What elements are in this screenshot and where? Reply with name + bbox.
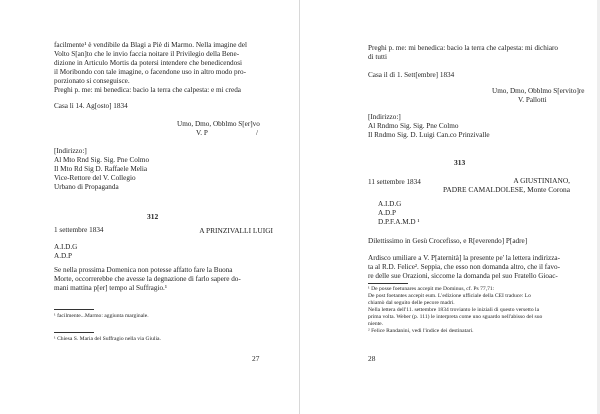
- text-line: re delle sue Orazioni, siccome la domanda pel suo Fratello Gioac-: [368, 272, 558, 280]
- footnote-rule: [54, 332, 94, 333]
- footnote-line: De post foetantes accepit eum. L'edizione ufficiale della CEI traduce: Lo: [368, 293, 531, 299]
- text-line: Preghi p. me: mi benedica: bacio la terra che calpesta: mi dichiaro: [368, 44, 558, 52]
- footnote-line: Nella lettera dell'11. settembre 1834 trovianto le iniziali di questo versetto la: [368, 307, 540, 313]
- text-line: dizione in Articulo Mortis da potersi intendere che benedicendosi: [54, 59, 243, 67]
- text-line: Se nella prossima Domenica non potesse affatto fare la Buona: [54, 266, 233, 274]
- right-body: [368, 254, 560, 281]
- left-footnote-1: ¹ facilmente...Marmo: aggiunta marginale.: [54, 313, 149, 319]
- right-signature-name: V. Pallotti: [518, 96, 547, 104]
- page-number-left: 27: [252, 354, 260, 363]
- right-motto: [378, 200, 420, 227]
- left-paragraph-2: [54, 266, 241, 293]
- text-line: Ardisco umiliare a V. P[aternità] la presente pe' la lettera indirizza-: [368, 254, 561, 262]
- text-line: ta al R.D. Felice². Seppia, che esso non domanda altro, che il favo-: [368, 263, 560, 271]
- footnote-line: ² Felice Randanini, vedi l'indice dei destinatari.: [368, 328, 474, 334]
- address-line: Al Mto Rnd Sig. Sig. Pne Colmo: [54, 156, 150, 164]
- right-signature: Umo, Dmo, Obblmo S[ervito]re: [492, 87, 585, 95]
- left-letter-date: 1 settembre 1834: [54, 226, 104, 234]
- motto-line: D.P.F.A.M.D ¹: [378, 218, 420, 226]
- footnote-line: prima volta. Weber (p. 111) le interpreta come uno sguardo nell'abisso del suo: [368, 314, 543, 320]
- left-place-date: Casa lì 14. Ag[osto] 1834: [54, 102, 128, 110]
- motto-line: A.I.D.G: [54, 243, 78, 251]
- address-line: Il Mto Rd Sig D. Raffaele Melia: [54, 165, 148, 173]
- text-line: Morte, occorrerebbe che avesse la degnazione di farlo sapere do-: [54, 275, 241, 283]
- left-paragraph-1: [54, 41, 247, 95]
- left-signature: Umo, Dmo, Obblmo S[er]vo: [177, 120, 260, 128]
- right-recipient-line-2: PADRE CAMALDOLESE, Monte Corona: [442, 185, 570, 194]
- text-line: mani mattina p[er] tempo al Suffragio.¹: [54, 284, 167, 292]
- right-salutation: Dilettissimo in Gesù Crocefisso, e R[everendo] P[adre]: [368, 237, 528, 245]
- letter-number-313: 313: [454, 158, 466, 167]
- address-line: Il Rndmo Sig. D. Luigi Can.co Prinzivalle: [368, 131, 490, 139]
- footnote-line: chiamò dal seguito delle pecore madri.: [368, 300, 455, 306]
- text-line: Volto S[an]to che le invio faccia noitare il Privilegio della Bene-: [54, 50, 240, 58]
- right-letter-date: 11 settembre 1834: [368, 178, 421, 186]
- left-recipient: A PRINZIVALLI LUIGI: [199, 226, 273, 235]
- left-address: [54, 147, 149, 192]
- address-line: Urbano di Propaganda: [54, 183, 119, 191]
- motto-line: A.I.D.G: [378, 200, 402, 208]
- footnote-rule: [368, 283, 408, 284]
- motto-line: A.D.P: [378, 209, 396, 217]
- text-line: di tutti: [368, 53, 387, 61]
- left-signature-mark: /: [256, 129, 258, 137]
- letter-number-312: 312: [147, 212, 159, 221]
- text-line: porzionato si conseguisce.: [54, 77, 130, 85]
- address-line: [Indirizzo:]: [368, 113, 401, 121]
- page-number-right: 28: [368, 354, 376, 363]
- left-footnote-2: ¹ Chiesa S. Maria del Suffragio nella via Giulia.: [54, 336, 161, 342]
- right-page: [300, 0, 600, 414]
- left-signature-initials: V. P: [196, 129, 208, 137]
- right-top-lines: [368, 44, 558, 62]
- address-line: [Indirizzo:]: [54, 147, 87, 155]
- address-line: Al Rndmo Sig. Sig. Pne Colmo: [368, 122, 459, 130]
- footnote-line: ¹ De posse foetunares accepit me Dominus, cf. Ps 77,71:: [368, 286, 495, 292]
- right-footnotes: [368, 286, 542, 335]
- text-line: il Moribondo con tale imagine, o facendone uso in altro modo pro-: [54, 68, 247, 76]
- text-line: Preghi p. me: mi benedica: bacio la terra che calpesta: e mi creda: [54, 86, 241, 94]
- motto-line: A.D.P: [54, 252, 72, 260]
- right-place-date: Casa il dì 1. Sett[embre] 1834: [368, 71, 455, 79]
- footnote-line: niente.: [368, 321, 384, 327]
- text-line: facilmente¹ è vendibile da Blagi a Piè di Marmo. Nella imagine del: [54, 41, 247, 49]
- left-motto: [54, 243, 77, 261]
- right-address: [368, 113, 490, 140]
- footnote-rule: [54, 309, 94, 310]
- right-recipient-line-1: A GIUSTINIANO,: [513, 176, 570, 185]
- address-line: Vice-Rettore del V. Collegio: [54, 174, 136, 182]
